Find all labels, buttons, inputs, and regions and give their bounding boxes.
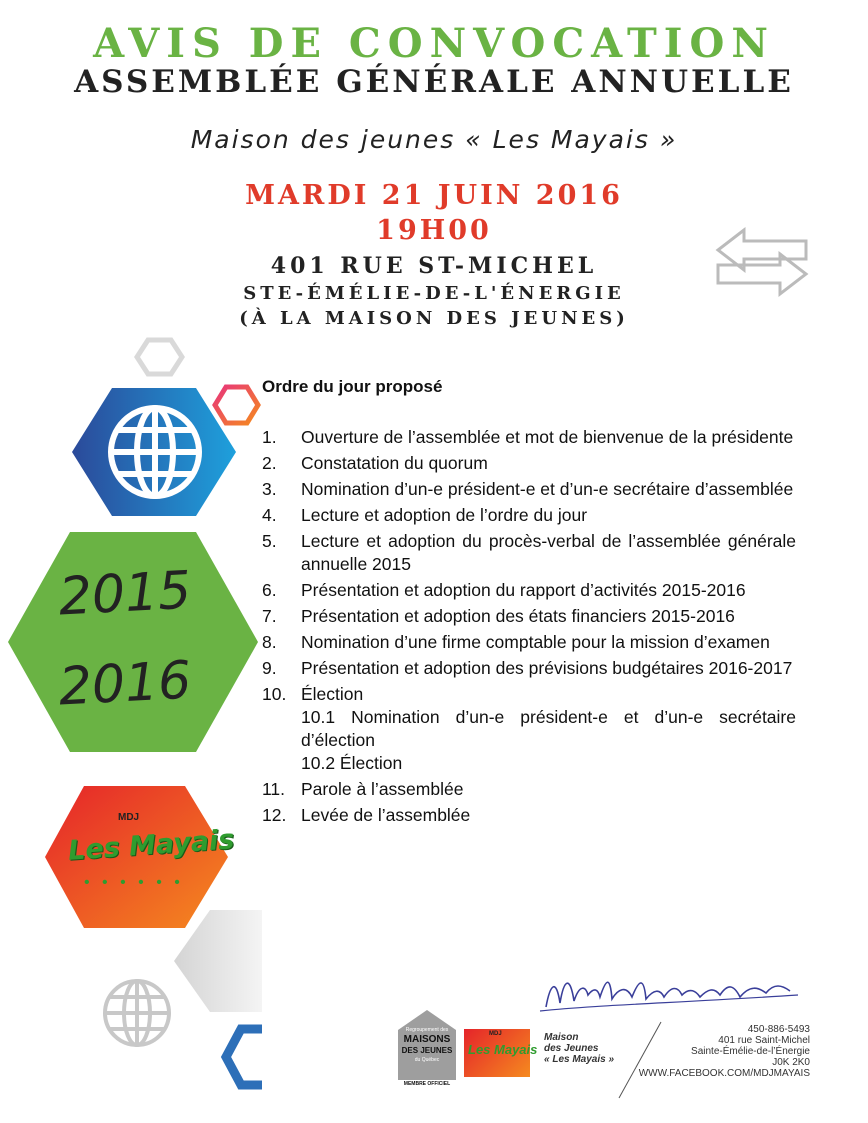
event-address-city: STE-ÉMÉLIE-DE-L'ÉNERGIE xyxy=(243,283,625,304)
hexagon-decoration xyxy=(0,335,262,1123)
mayais-small-mdj: MDJ xyxy=(489,1031,502,1037)
exchange-arrows-icon xyxy=(714,226,810,298)
small-grey-hexagon xyxy=(137,340,182,374)
agenda-item: 1. Ouverture de l’assemblée et mot de bienvenue de la présidente xyxy=(262,427,794,447)
event-date: MARDI 21 JUIN 2016 xyxy=(245,180,623,211)
agenda-item: 7. Présentation et adoption des états financiers 2015-2016 xyxy=(262,606,735,626)
agenda-item: 8. Nomination d’une firme comptable pour la mission d’examen xyxy=(262,632,770,652)
grey-globe-icon xyxy=(105,981,169,1045)
rmjq-line1: Regroupement des xyxy=(405,1027,449,1033)
footer-website[interactable]: WWW.FACEBOOK.COM/MDJMAYAIS xyxy=(638,1068,810,1079)
footer-street: 401 rue Saint-Michel xyxy=(718,1035,810,1046)
globe-icon xyxy=(111,408,199,496)
footer-phone: 450-886-5493 xyxy=(747,1024,810,1035)
event-address-location: (À LA MAISON DES JEUNES) xyxy=(239,308,629,329)
agenda-item: 9. Présentation et adoption des prévisions budgétaires 2016-2017 xyxy=(262,658,793,678)
rmjq-line3: DES JEUNES xyxy=(401,1046,453,1055)
agenda-list xyxy=(262,426,796,830)
agenda-item: 10. Élection 10.1 Nomination d’un-e président-e et d’un-e secrétaire d’élection 10.2 Élection xyxy=(262,684,796,773)
agenda-item: 11. Parole à l’assemblée xyxy=(262,779,464,799)
logo-mayais-name: Les Mayais xyxy=(67,824,236,867)
year-end: 2016 xyxy=(57,650,193,718)
logo-footprints-icon: • • • • • • xyxy=(84,874,184,891)
footer-city: Sainte-Émélie-de-l’Énergie xyxy=(691,1046,810,1057)
grey-hexagon xyxy=(174,910,262,1012)
footer-contact xyxy=(639,1024,810,1079)
year-start: 2015 xyxy=(57,560,193,628)
assembly-title: ASSEMBLÉE GÉNÉRALE ANNUELLE xyxy=(74,64,794,100)
event-address-street: 401 RUE ST-MICHEL xyxy=(270,253,598,279)
footer-organization: Maison des Jeunes « Les Mayais » xyxy=(544,1032,615,1065)
notice-title: AVIS DE CONVOCATION xyxy=(93,20,775,67)
agenda-item: 5. Lecture et adoption du procès-verbal de l’assemblée générale annuelle 2015 xyxy=(262,531,796,574)
agenda-item: 2. Constatation du quorum xyxy=(262,453,488,473)
agenda-title: Ordre du jour proposé xyxy=(262,377,443,396)
event-time: 19H00 xyxy=(376,215,492,246)
agenda-item: 3. Nomination d’un-e président-e et d’un-e secrétaire d’assemblée xyxy=(262,479,794,499)
footer-postal: J0K 2K0 xyxy=(772,1057,810,1068)
agenda-item: 4. Lecture et adoption de l’ordre du jour xyxy=(262,505,588,525)
rmjq-member-label: MEMBRE OFFICIEL xyxy=(403,1081,451,1087)
mayais-small-name: Les Mayais xyxy=(468,1042,538,1057)
signature xyxy=(536,965,806,1015)
blue-outline-hexagon xyxy=(226,1029,262,1085)
agenda-item: 12. Levée de l’assemblée xyxy=(262,805,471,825)
rmjq-line4: du Québec xyxy=(414,1057,440,1063)
rmjq-line2: MAISONS xyxy=(403,1034,451,1045)
small-pink-hexagon xyxy=(215,387,258,423)
agenda-item: 6. Présentation et adoption du rapport d’activités 2015-2016 xyxy=(262,580,746,600)
logo-mdj-label: MDJ xyxy=(118,812,140,823)
agenda-subitem: 10.1 Nomination d’un-e président-e et d’un-e secrétaire d’élection xyxy=(301,707,796,750)
organization-name: Maison des jeunes « Les Mayais » xyxy=(190,125,678,154)
agenda-subitem: 10.2 Élection xyxy=(301,753,403,773)
